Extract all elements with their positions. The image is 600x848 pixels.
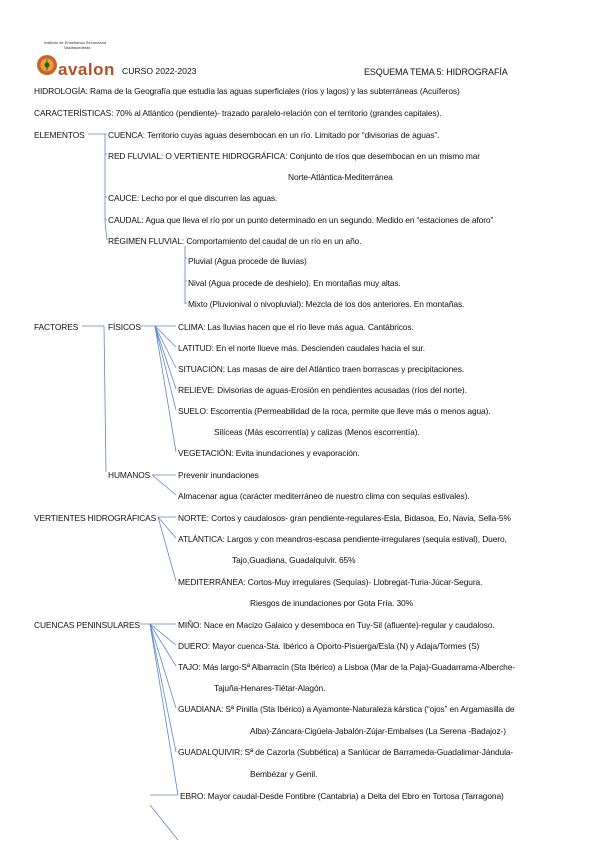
brand-wordmark: avalon bbox=[58, 60, 115, 79]
factor-vegetacion: VEGETACIÓN: Evita inundaciones y evaporación. bbox=[178, 448, 360, 458]
caudal-definition: CAUDAL: Agua que lleva el río por un punto determinado en un segundo. Medido en “estaciones de aforo” bbox=[108, 215, 494, 225]
red-fluvial-types: Norte-Atlántica-Mediterránea bbox=[288, 172, 393, 182]
cuenca-guadalquivir: GUADALQUIVIR: Sª de Cazorla (Subbética) a Sanlúcar de Barrameda-Guadalimar-Jándula- bbox=[178, 747, 514, 757]
cuenca-guadiana: GUADIANA: Sª Pinilla (Sta Ibérico) a Ayamonte-Naturaleza kárstica (“ojos” en Argamasilla de bbox=[178, 704, 515, 714]
cuenca-tajo-detail: Tajuña-Henares-Tiétar-Alagón. bbox=[214, 683, 326, 693]
factores-label: FACTORES bbox=[34, 322, 79, 332]
factor-almacenar: Almacenar agua (carácter mediterráneo de nuestro clima con sequías estivales). bbox=[178, 491, 470, 501]
factor-clima: CLIMA: Las lluvias hacen que el río lleve más agua. Cantábricos. bbox=[178, 322, 414, 332]
fisicos-label: FÍSICOS bbox=[108, 322, 141, 332]
regimen-definition: RÉGIMEN FLUVIAL: Comportamiento del caudal de un río en un año. bbox=[108, 236, 362, 246]
factor-situacion: SITUACIÓN: Las masas de aire del Atlántico traen borrascas y precipitaciones. bbox=[178, 364, 465, 374]
cuenca-mino: MIÑO: Nace en Macizo Galaico y desemboca en Tuy-Sil (afluente)-regular y caudaloso. bbox=[178, 620, 495, 630]
elementos-label: ELEMENTOS bbox=[34, 130, 85, 140]
institution-name: Instituto de Enseñanza Secundaria bbox=[44, 40, 107, 45]
cuenca-guadiana-detail: Alba)-Záncara-Cigüela-Jabalón-Zújar-Embalses (La Serena -Badajoz-) bbox=[250, 726, 506, 736]
vertiente-atlantica: ATLÁNTICA: Largos y con meandros-escasa pendiente-irregulares (sequía estival), Duero, bbox=[178, 534, 507, 544]
cuenca-tajo: TAJO: Más largo-Sª Albarracín (Sta Ibérico) a Lisboa (Mar de la Paja)-Guadarrama-Alberche- bbox=[178, 662, 515, 672]
cuenca-ebro: EBRO: Mayor caudal-Desde Fontibre (Cantabria) a Delta del Ebro en Tortosa (Tarragona) bbox=[180, 791, 504, 801]
cuenca-duero: DUERO: Mayor cuenca-Sta. Ibérico a Oporto-Pisuerga/Esla (N) y Adaja/Tormes (S) bbox=[178, 641, 480, 651]
cuenca-definition: CUENCA: Territorio cuyas aguas desembocan en un río. Limitado por “divisorias de aguas”. bbox=[108, 130, 440, 140]
caracteristicas-text: CARACTERÍSTICAS: 70% al Atlántico (pendiente)- trazado paralelo-relación con el territorio (grandes capitales). bbox=[34, 108, 442, 118]
regimen-mixto: Mixto (Pluvionival o nivopluvial): Mezcla de los dos anteriores. En montañas. bbox=[188, 299, 465, 309]
red-fluvial-definition: RED FLUVIAL: O VERTIENTE HIDROGRÁFICA: Conjunto de ríos que desembocan en un mismo mar bbox=[108, 151, 480, 161]
vertiente-mediterranea: MEDITERRÁNEA: Cortos-Muy irregulares (Sequías)- Llobregat-Turia-Júcar-Segura. bbox=[178, 577, 483, 587]
regimen-nival: Nival (Agua procede de deshielo). En montañas muy altas. bbox=[188, 278, 401, 288]
cuencas-label: CUENCAS PENINSULARES bbox=[34, 620, 140, 630]
institution-subname: Valdeacederas bbox=[64, 45, 91, 50]
factor-suelo-detail: Silíceas (Más escorrentía) y calizas (Menos escorrentía). bbox=[214, 427, 420, 437]
regimen-pluvial: Pluvial (Agua procede de lluvias) bbox=[188, 256, 307, 266]
factor-prevenir: Prevenir inundaciones bbox=[178, 470, 259, 480]
factor-relieve: RELIEVE: Divisorias de aguas-Erosión en pendientes acusadas (ríos del norte). bbox=[178, 385, 467, 395]
factor-suelo: SUELO: Escorrentía (Permeabilidad de la roca, permite que lleve más o menos agua). bbox=[178, 406, 491, 416]
vertiente-mediterranea-detail: Riesgos de inundaciones por Gota Fría. 30% bbox=[250, 598, 413, 608]
course-year: CURSO 2022-2023 bbox=[122, 66, 197, 76]
hidrologia-definition: HIDROLOGÍA: Rama de la Geografía que estudia las aguas superficiales (ríos y lagos) y las subterráneas (Acuíferos) bbox=[34, 86, 460, 96]
vertientes-label: VERTIENTES HIDROGRÁFICAS bbox=[34, 513, 157, 523]
cauce-definition: CAUCE: Lecho por el que discurren las aguas. bbox=[108, 193, 278, 203]
vertiente-norte: NORTE: Cortos y caudalosos- gran pendiente-regulares-Esla, Bidasoa, Eo, Navia, Sella-5% bbox=[178, 513, 511, 523]
humanos-label: HUMANOS bbox=[108, 470, 151, 480]
factor-latitud: LATITUD: En el norte llueve más. Descienden caudales hacia el sur. bbox=[178, 343, 425, 353]
vertiente-atlantica-detail: Tajo,Guadiana, Guadalquivir. 65% bbox=[232, 555, 356, 565]
document-title: ESQUEMA TEMA 5: HIDROGRAFÍA bbox=[364, 67, 508, 77]
cuenca-guadalquivir-detail: Bembézar y Genil. bbox=[250, 769, 318, 779]
